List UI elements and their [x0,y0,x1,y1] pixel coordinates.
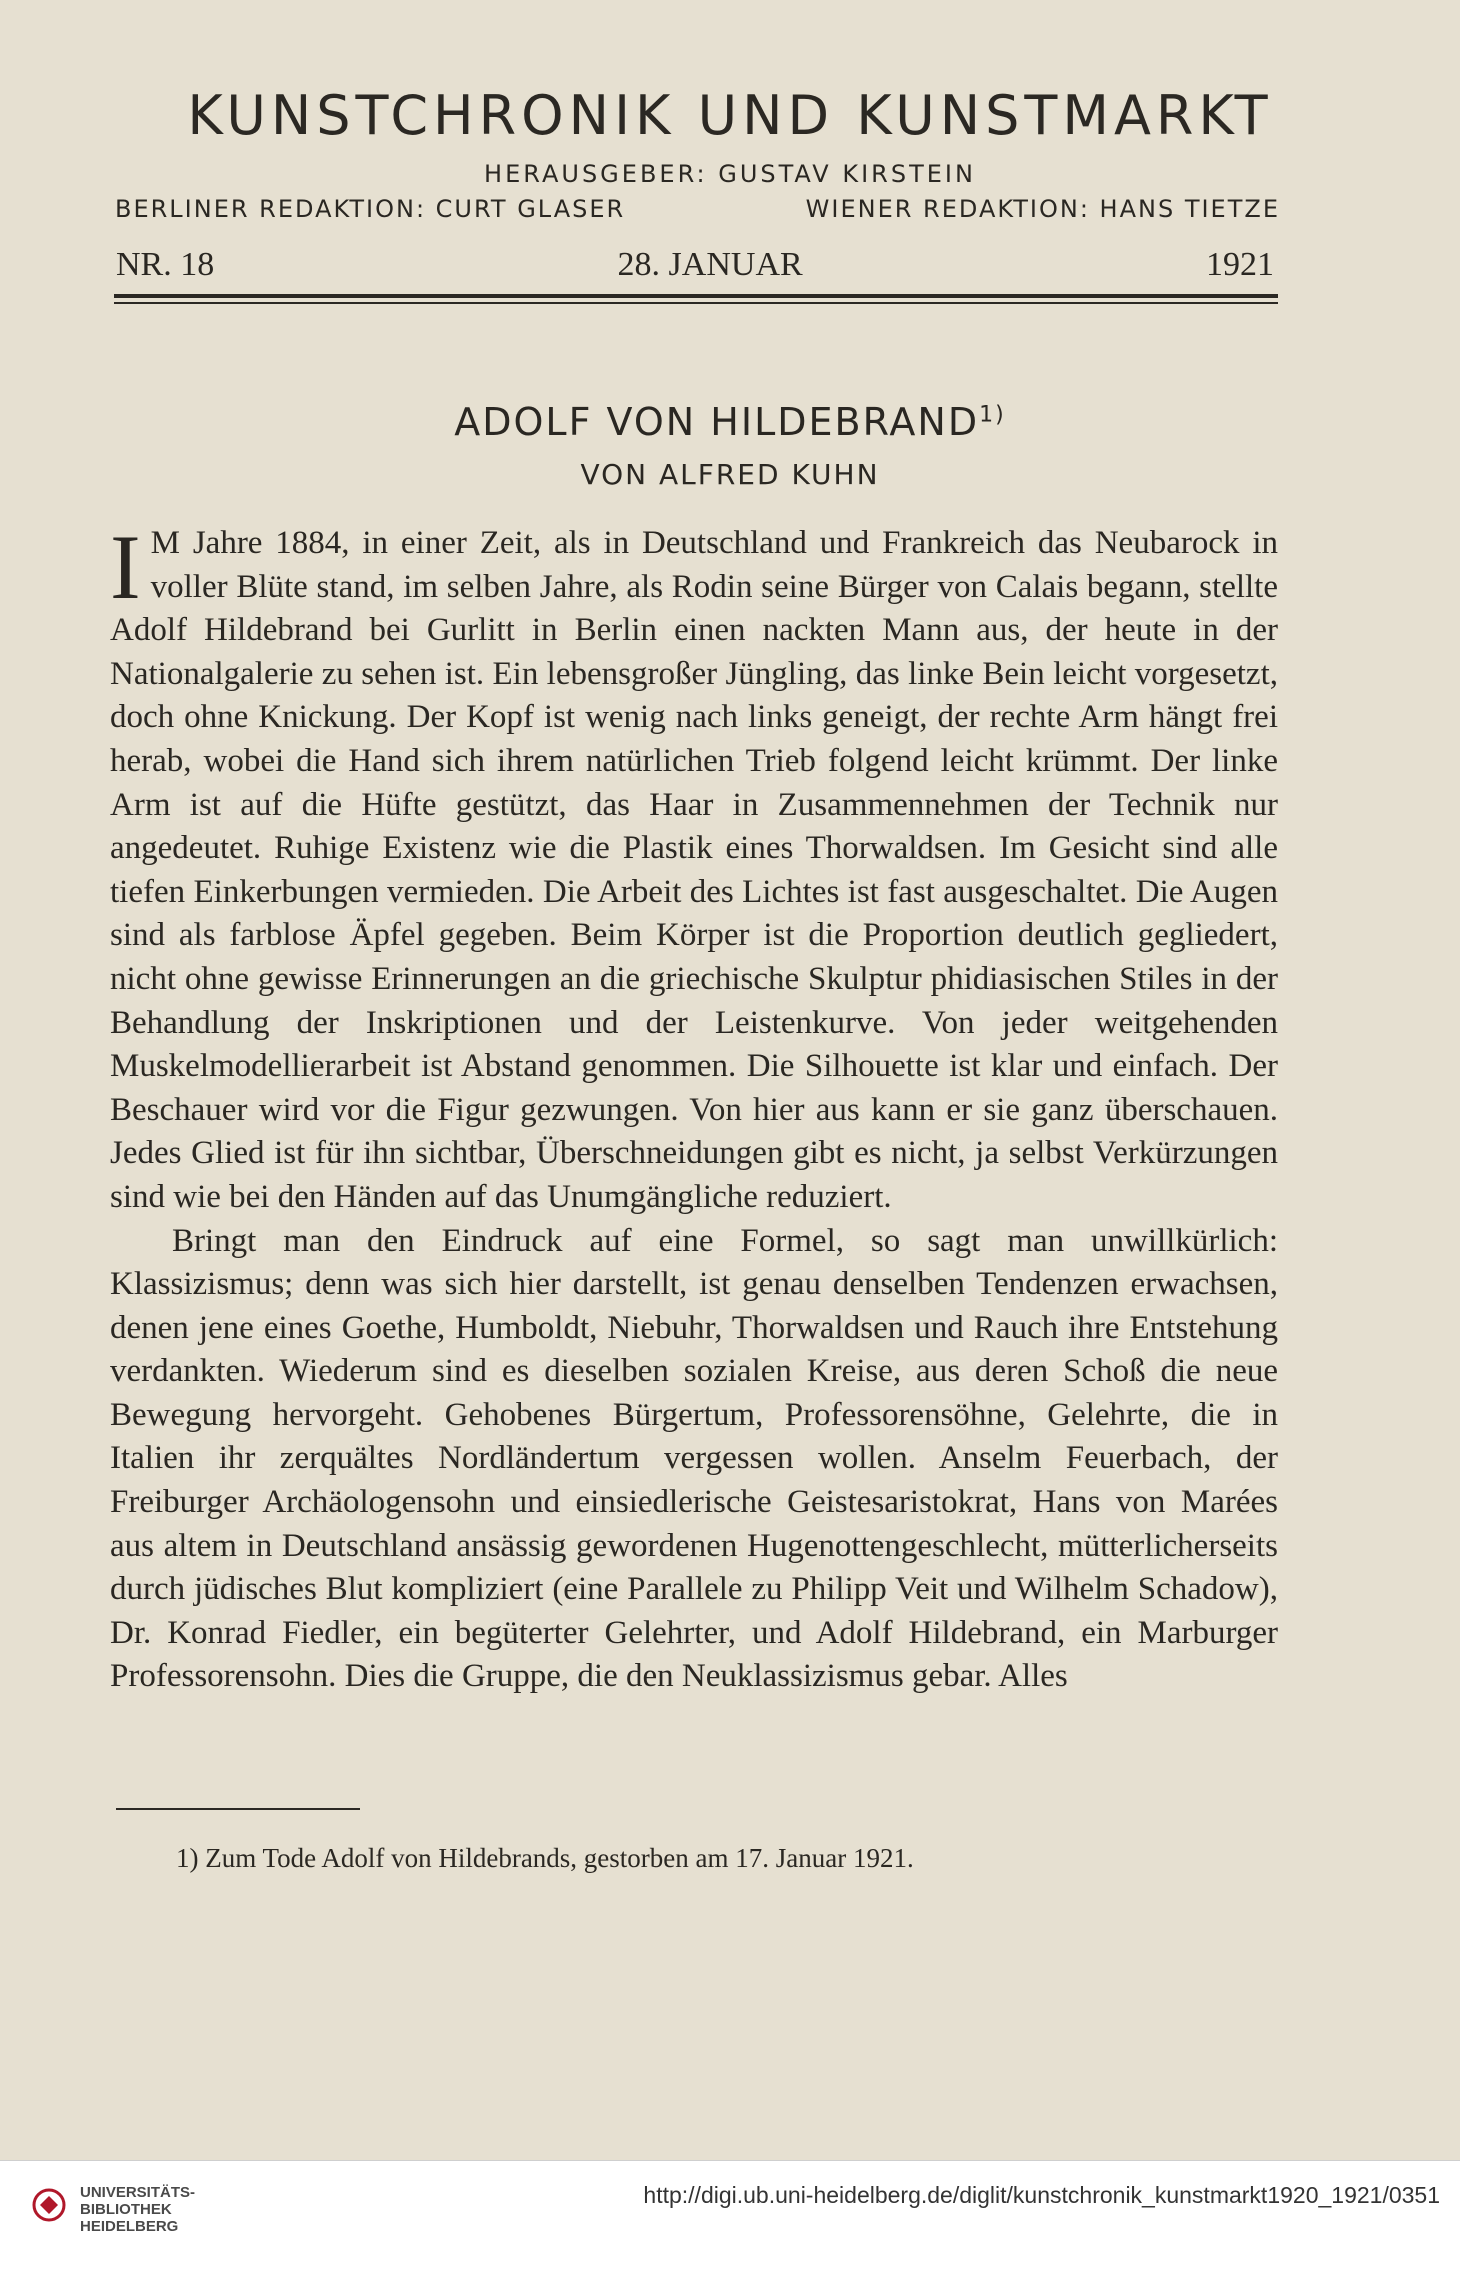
paragraph [110,516,1278,1220]
article-title-text: ADOLF VON HILDEBRAND [454,400,980,444]
paragraph-1-text: M Jahre 1884, in einer Zeit, als in Deutschland und Frankreich das Neubarock in voller Blüte stand, im selben Jahre, als Rodin seine Bürger von Calais begann, stellte Adolf Hildebrand bei Gurlitt in Berlin einen nackten Mann aus, der heute in der Nationalgalerie zu sehen ist. Ein lebensgroßer Jüngling, das linke Bein leicht vorgesetzt, doch ohne Knickung. Der Kopf ist wenig nach links geneigt, der rechte Arm hängt frei herab, wobei die Hand sich ihrem natürlichen Trieb folgend leicht krümmt. Der linke Arm ist auf die Hüfte gestützt, das Haar in Zusammennehmen der Technik nur angedeutet. Ruhige Existenz wie die Plastik eines Thorwaldsen. Im Gesicht sind alle tiefen Einkerbungen vermieden. Die Arbeit des Lichtes ist fast ausgeschaltet. Die Augen sind als farblose Äpfel gegeben. Beim Körper ist die Proportion deutlich gegliedert, nicht ohne gewisse Erinnerungen an die griechische Skulptur phidiasischen Stiles in der Behandlung der Inskriptionen und der Leistenkurve. Von jeder weitgehenden Muskelmodellierarbeit ist Abstand genommen. Die Silhouette ist klar und einfach. Der Beschauer wird vor die Figur gezwungen. Von hier aus kann er sie ganz überschauen. Jedes Glied ist für ihn sichtbar, Überschneidungen gibt es nicht, ja selbst Verkürzungen sind wie bei den Händen auf das Unumgängliche reduziert. [110,525,1278,1215]
article-author: VON ALFRED KUHN [580,458,880,491]
issue-year: 1921 [1205,246,1274,283]
issue-date: 28. JANUAR [617,246,803,283]
editors-line [115,195,1280,223]
library-logo-icon [32,2188,66,2222]
header-rule-thin [114,302,1278,304]
issue-number: NR. 18 [116,246,215,283]
paragraph [110,1220,1278,1700]
library-name-line: HEIDELBERG [80,2218,179,2235]
drop-cap: I [110,516,141,618]
footer-bar [0,2160,1460,2277]
issue-row [116,246,1274,284]
footnote: 1) Zum Tode Adolf von Hildebrands, gestorben am 17. Januar 1921. [176,1843,914,1873]
footnote-rule [116,1808,360,1810]
vienna-editor: WIENER REDAKTION: HANS TIETZE [805,195,1280,223]
article-body [110,516,1278,1699]
source-url-link[interactable]: http://digi.ub.uni-heidelberg.de/diglit/kunstchronik_kunstmarkt1920_1921/0351 [643,2182,1440,2208]
footnote-marker: 1) [979,402,1006,428]
library-name [80,2184,195,2235]
publisher-line: HERAUSGEBER: GUSTAV KIRSTEIN [484,160,976,188]
article-title [0,400,1460,444]
header-rule-thick [114,294,1278,298]
paragraph-2-text: Bringt man den Eindruck auf eine Formel, so sagt man unwillkürlich: Klassizismus; denn was sich hier darstellt, ist genau denselben Tendenzen erwachsen, denen jene eines Goethe, Humboldt, Niebuhr, Thorwaldsen und Rauch ihre Entstehung verdankten. Wiederum sind es dieselben sozialen Kreise, aus deren Schoß die neue Bewegung hervorgeht. Gehobenes Bürgertum, Professorensöhne, Gelehrte, die in Italien ihr zerquältes Nordländertum vergessen wollen. Anselm Feuerbach, der Freiburger Archäologensohn und einsiedlerische Geistesaristokrat, Hans von Marées aus altem in Deutschland ansässig gewordenen Hugenottengeschlecht, mütterlicherseits durch jüdisches Blut kompliziert (eine Parallele zu Philipp Veit und Wilhelm Schadow), Dr. Konrad Fiedler, ein begüterter Gelehrter, und Adolf Hildebrand, ein Marburger Professorensohn. Dies die Gruppe, die den Neuklassizismus gebar. Alles [110,1222,1278,1695]
library-name-line: BIBLIOTHEK [80,2201,172,2218]
library-name-line: UNIVERSITÄTS- [80,2184,196,2201]
berlin-editor: BERLINER REDAKTION: CURT GLASER [115,195,626,223]
journal-title: KUNSTCHRONIK UND KUNSTMARKT [187,84,1273,147]
